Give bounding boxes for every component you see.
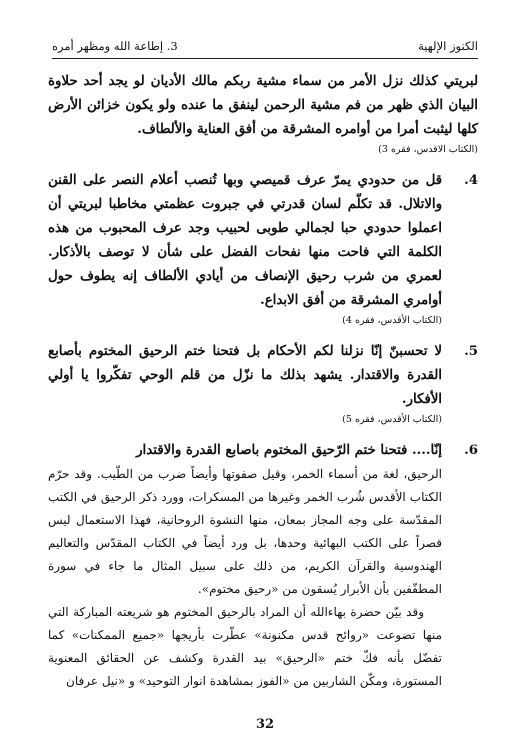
item-number: 4. bbox=[464, 173, 478, 188]
page-number: 32 bbox=[255, 717, 275, 732]
item-text: لا تحسبنّ إنّا نزلنا لكم الأحكام بل فتحنا ختم الرحيق المختوم بأصابع القدرة والاقتدار. يشهد بذلك ما نزّل من قلم الوحي تفكّروا يا أولي الأفكار. bbox=[48, 344, 442, 407]
source-citation: (الكتاب الاقدس، فقره 3) bbox=[378, 144, 478, 155]
commentary-paragraph: وقد بيّن حضرة بهاءالله أن المراد بالرحيق المختوم هو شريعته المباركة التي منها تضوعت «روائح قدس مكنونة» عطّرت بأريجها «جميع الممكنات» كما تفضّل بأنه فكّ ختم «الرحيق» بيد القدرة وكشف عن الحقائق المعنوية المستورة، ومكّن الشاربين من «الفوز بمشاهدة انوار التوحيد» و «نيل عرفان bbox=[48, 605, 442, 688]
numbered-item bbox=[48, 340, 478, 427]
book-title: الكنوز الإلهية bbox=[418, 39, 478, 53]
item-number: 5. bbox=[464, 344, 478, 359]
continuation-text: لبريتي كذلك نزل الأمر من سماء مشية ربكم مالك الأديان لو يجد أحد حلاوة البيان الذي ظهر من فم مشية الرحمن لينفق ما عنده ولو يكون خزائن الأرض كلها ليثبت أمرا من أوامره المشرقة من أفق العناية والألطاف. bbox=[48, 74, 478, 137]
numbered-item bbox=[48, 439, 478, 693]
item-number: 6. bbox=[464, 443, 478, 458]
chapter-title: 3. إطاعة الله ومظهر أمره bbox=[52, 39, 178, 53]
item-text: قل من حدودي يمرّ عرف قميصي وبها تُنصب أعلام النصر على القنن والاتلال. قد تكلّم لسان قدرتي في جبروت عظمتي مخاطبا لبريتي أن اعملوا حدودي حبا لجمالي طوبى لحبيب وجد عرف المحبوب من هذه الكلمة التي فاحت منها نفحات الفضل على شأن لا توصف بالأذكار. لعمري من شرب رحيق الإنصاف من أيادي الألطاف إنه يطوف حول أوامري المشرقة من أفق الابداع. bbox=[48, 173, 442, 308]
commentary-body bbox=[48, 463, 442, 693]
numbered-item bbox=[48, 169, 478, 328]
source-citation: (الكتاب الأقدس، فقره 4) bbox=[342, 315, 442, 326]
source-citation: (الكتاب الأقدس، فقره 5) bbox=[342, 414, 442, 425]
item-heading: إنّا.... فتحنا ختم الرّحيق المختوم باصابع القدرة والاقتدار bbox=[136, 443, 442, 458]
commentary-paragraph: الرحيق، لغة من أسماء الخمر، وقيل صفوتها وأيضاً ضرب من الطّيب. وقد حرّم الكتاب الأقدس شُرب الخمر وغيرها من المسكرات، وورد ذكر الرحيق في الكتب المقدّسة على وجه المجاز بمعان، منها النشوة الروحانية، فهذا الاستعمال ليس قصراً على الكتب البهائية وحدها، بل ورد أيضاً في الكتاب المقدّس والتعاليم الهندوسية والقرآن الكريم، من ذلك على سبيل المثال ما جاء في سورة المطفّفين بأن الأبرار يُسقون من «رحيق مختوم». bbox=[48, 467, 442, 596]
header-rule bbox=[52, 58, 478, 59]
page-content bbox=[48, 70, 478, 693]
running-header bbox=[52, 37, 478, 55]
